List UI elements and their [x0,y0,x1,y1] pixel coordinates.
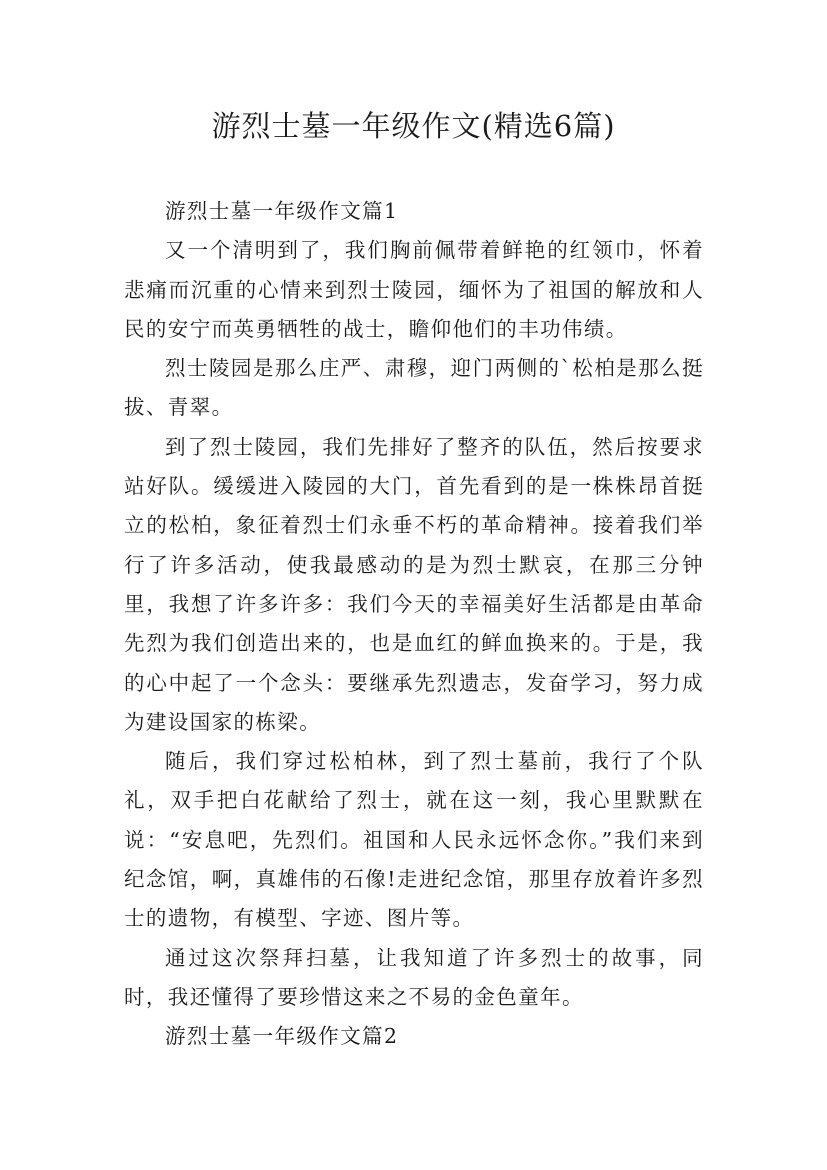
section-heading-1: 游烈士墓一年级作文篇1 [165,199,399,223]
paragraph: 通过这次祭拜扫墓，让我知道了许多烈士的故事，同时，我还懂得了要珍惜这来之不易的金色童年。 [124,945,704,1009]
paragraph: 随后，我们穿过松柏林，到了烈士墓前，我行了个队礼，双手把白花献给了烈士，就在这一刻，我心里默默在说：“安息吧，先烈们。祖国和人民永远怀念你。”我们来到纪念馆，啊，真雄伟的石像!走进纪念馆，那里存放着许多烈士的遗物，有模型、字迹、图片等。 [124,749,704,931]
paragraph: 烈士陵园是那么庄严、肃穆，迎门两侧的`松柏是那么挺拔、青翠。 [124,356,704,420]
paragraph: 到了烈士陵园，我们先排好了整齐的队伍，然后按要求站好队。缓缓进入陵园的大门，首先看到的是一株株昂首挺立的松柏，象征着烈士们永垂不朽的革命精神。接着我们举行了许多活动，使我最感动的是为烈士默哀，在那三分钟里，我想了许多许多：我们今天的幸福美好生活都是由革命先烈为我们创造出来的，也是血红的鲜血换来的。于是，我的心中起了一个念头：要继承先烈遗志，发奋学习，努力成为建设国家的栋梁。 [124,434,704,734]
document-title: 游烈士墓一年级作文(精选6篇) [211,109,616,143]
document-body [124,192,704,1057]
section-heading-2: 游烈士墓一年级作文篇2 [165,1024,399,1049]
paragraph: 又一个清明到了，我们胸前佩带着鲜艳的红领巾，怀着悲痛而沉重的心情来到烈士陵园，缅怀为了祖国的解放和人民的安宁而英勇牺牲的战士，瞻仰他们的丰功伟绩。 [124,238,704,341]
